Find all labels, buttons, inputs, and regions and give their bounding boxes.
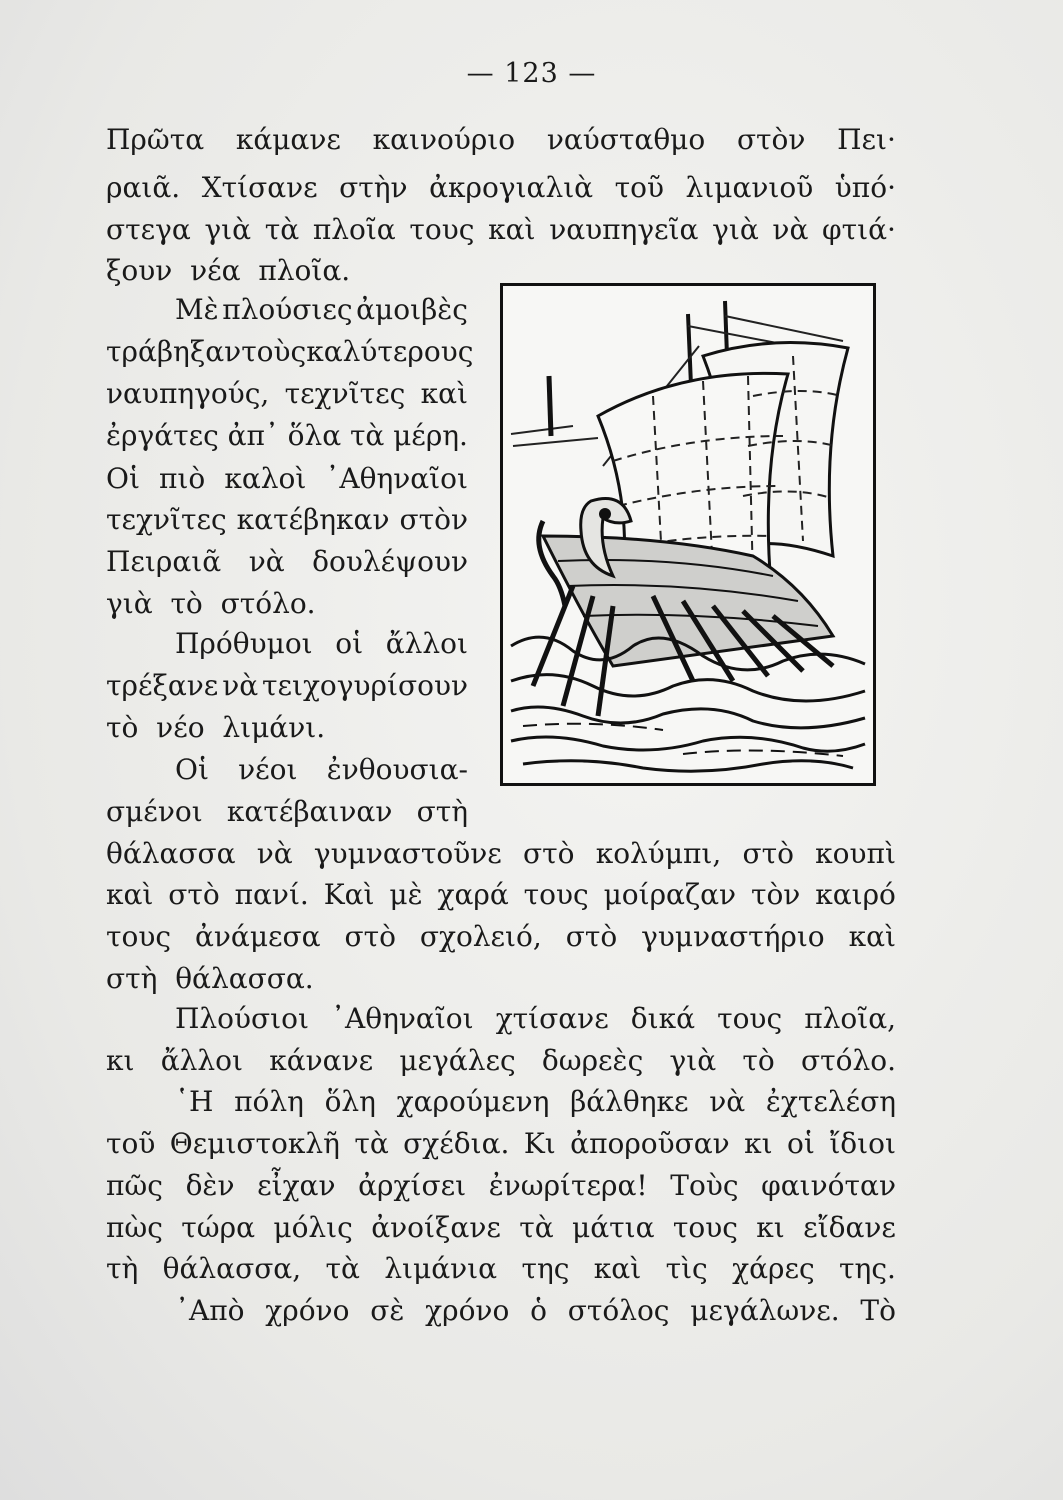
word: τὰ	[264, 213, 300, 246]
word: ᾽Απὸ	[175, 1294, 245, 1327]
word: Πρόθυμοι	[175, 627, 313, 660]
word: Πει·	[837, 123, 896, 156]
word: της.	[839, 1252, 896, 1285]
word: Τὸ	[860, 1294, 896, 1327]
word: Τοὺς	[670, 1169, 739, 1202]
word: τὰ	[325, 1252, 360, 1285]
word: οἱ	[335, 627, 364, 660]
text-line	[106, 1044, 896, 1077]
word: καιρό	[815, 878, 896, 911]
word: χρόνο	[425, 1294, 510, 1327]
word: της	[521, 1252, 570, 1285]
word: νὰ	[709, 1085, 746, 1118]
word: ὁ	[530, 1294, 547, 1327]
text-line	[106, 335, 474, 368]
text-line	[106, 962, 896, 995]
text-line	[175, 1002, 896, 1035]
word: Θεμιστοκλῆ	[169, 1127, 340, 1160]
word: καλοὶ	[224, 462, 307, 495]
text-line	[175, 1085, 896, 1118]
word: Μὲ	[175, 293, 219, 326]
word: χάρες	[732, 1252, 815, 1285]
word: Καὶ	[323, 878, 375, 911]
word: στὸ	[565, 920, 618, 953]
word: θάλασσα	[106, 837, 236, 870]
word: μεγάλωνε.	[690, 1294, 840, 1327]
word: χαρούμενη	[396, 1085, 550, 1118]
word: ἐνθουσια-	[326, 753, 468, 786]
word: νὰ	[248, 545, 285, 578]
word: Οἱ	[175, 753, 209, 786]
word: Κι	[523, 1127, 556, 1160]
word: τους	[717, 1002, 783, 1035]
word: κάμανε	[235, 123, 341, 156]
word: γιὰ	[204, 213, 252, 246]
word: τους	[672, 1211, 738, 1244]
word: καλύτερους	[306, 335, 474, 368]
text-line	[106, 545, 468, 578]
word: δουλέψουν	[312, 545, 468, 578]
text-line	[106, 171, 896, 204]
word: ἀπ᾽	[227, 419, 279, 452]
word: στὴ	[416, 795, 468, 828]
text-line	[106, 1252, 896, 1285]
word: λιμάνι.	[222, 711, 326, 744]
word: νέο	[156, 711, 205, 744]
word: γιὰ	[669, 1044, 717, 1077]
word: στὸ	[523, 837, 575, 870]
word: πλούσιες	[222, 293, 353, 326]
word: ναυπηγεῖα	[549, 213, 699, 246]
word: δωρεὲς	[541, 1044, 644, 1077]
word: ῾Η	[175, 1085, 214, 1118]
word: ᾽Αθηναῖοι	[325, 462, 468, 495]
text-line	[106, 503, 468, 536]
word: χρόνο	[265, 1294, 350, 1327]
text-line	[106, 462, 468, 495]
word: σχέδια.	[403, 1127, 510, 1160]
galley-drawing	[503, 286, 873, 783]
word: στόλο.	[220, 587, 316, 620]
word: σμένοι	[106, 795, 203, 828]
word: δὲν	[185, 1169, 235, 1202]
word: πιὸ	[159, 462, 206, 495]
word: πανί.	[234, 878, 309, 911]
word: κατέβαιναν	[226, 795, 393, 828]
word: πόλη	[234, 1085, 304, 1118]
word: κουπὶ	[815, 837, 896, 870]
word: μέρη.	[393, 419, 468, 452]
word: σὲ	[370, 1294, 405, 1327]
word: νέοι	[238, 753, 298, 786]
word: τους	[523, 878, 589, 911]
word: τὸ	[170, 587, 203, 620]
word: ὅλη	[324, 1085, 376, 1118]
word: καὶ	[420, 377, 468, 410]
word: τώρα	[181, 1211, 255, 1244]
word: χτίσανε	[495, 1002, 609, 1035]
word: τειχογυρίσουν	[261, 669, 468, 702]
word: στὸ	[168, 878, 220, 911]
word: τὸ	[106, 711, 139, 744]
word: εἴδανε	[803, 1211, 896, 1244]
word: θάλασσα,	[162, 1252, 302, 1285]
text-line	[106, 254, 896, 287]
word: πλοῖα	[312, 213, 396, 246]
word: νὰ	[256, 837, 293, 870]
word: Πλούσιοι	[175, 1002, 309, 1035]
word: τους	[409, 213, 475, 246]
word: δικά	[630, 1002, 696, 1035]
word: στὸ	[344, 920, 396, 953]
word: ναυπηγούς,	[106, 377, 270, 410]
word: ἀποροῦσαν	[570, 1127, 730, 1160]
word: μάτια	[572, 1211, 655, 1244]
text-line	[106, 669, 468, 702]
text-line	[106, 1127, 896, 1160]
word: λιμανιοῦ	[685, 171, 814, 204]
word: φτιά·	[822, 213, 896, 246]
word: σχολειό,	[419, 920, 542, 953]
word: μόλις	[273, 1211, 353, 1244]
word: ραιᾶ.	[106, 171, 181, 204]
text-line	[106, 1211, 896, 1244]
word: τους	[106, 920, 172, 953]
word: στὴ	[106, 962, 158, 995]
word: ἐχτελέση	[765, 1085, 896, 1118]
text-line	[106, 213, 896, 246]
word: τὸ	[742, 1044, 775, 1077]
text-line	[106, 587, 468, 620]
text-line	[106, 711, 468, 744]
word: ὅλα	[287, 419, 342, 452]
word: τεχνῖτες	[106, 503, 227, 536]
word: τὰ	[519, 1211, 554, 1244]
word: κατέβηκαν	[236, 503, 390, 536]
word: κι	[106, 1044, 135, 1077]
word: νὰ	[772, 213, 809, 246]
word: στόλος	[567, 1294, 670, 1327]
horizon-line	[511, 426, 598, 446]
word: γιὰ	[712, 213, 759, 246]
word: κι	[756, 1211, 785, 1244]
word: πῶς	[106, 1169, 163, 1202]
word: ἀνοίξανε	[371, 1211, 501, 1244]
text-line	[106, 377, 468, 410]
word: εἶχαν	[257, 1169, 336, 1202]
word: Χτίσανε	[201, 171, 318, 204]
word: γιὰ	[106, 587, 153, 620]
word: Πειραιᾶ	[106, 545, 222, 578]
word: κάνανε	[269, 1044, 374, 1077]
word: ᾽Αθηναῖοι	[331, 1002, 474, 1035]
word: Οἱ	[106, 462, 140, 495]
text-line	[106, 419, 468, 452]
word: στεγα	[106, 213, 191, 246]
text-line	[106, 1169, 896, 1202]
word: καὶ	[488, 213, 536, 246]
word: τοὺς	[241, 335, 307, 368]
word: καὶ	[593, 1252, 642, 1285]
word: τράβηξαν	[106, 335, 242, 368]
word: νὰ	[222, 669, 259, 702]
word: πλοῖα.	[258, 254, 351, 287]
word: τὰ	[354, 1127, 389, 1160]
ship-illustration	[500, 283, 876, 786]
word: ξουν	[106, 254, 173, 287]
word: γυμναστήριο	[641, 920, 825, 953]
text-line	[106, 123, 896, 156]
word: γυμναστοῦνε	[313, 837, 502, 870]
word: μοίραζαν	[603, 878, 737, 911]
text-line	[175, 627, 468, 660]
word: τὰ	[349, 419, 385, 452]
word: ἄλλοι	[385, 627, 468, 660]
word: στὸν	[399, 503, 468, 536]
text-line	[106, 795, 468, 828]
word: ἀκρογιαλιὰ	[429, 171, 594, 204]
word: τὶς	[665, 1252, 708, 1285]
word: βάλθηκε	[570, 1085, 689, 1118]
word: πὼς	[106, 1211, 163, 1244]
word: στὸ	[742, 837, 794, 870]
word: μὲ	[389, 878, 423, 911]
word: καὶ	[106, 878, 154, 911]
word: ναύσταθμο	[546, 123, 706, 156]
word: ἴδιοι	[829, 1127, 896, 1160]
word: καινούριο	[372, 123, 516, 156]
word: ἄλλοι	[160, 1044, 243, 1077]
word: ὑπό·	[834, 171, 896, 204]
text-line	[106, 837, 896, 870]
word: ἀνάμεσα	[194, 920, 321, 953]
text-line	[106, 920, 896, 953]
word: καὶ	[848, 920, 896, 953]
word: τοῦ	[614, 171, 664, 204]
word: Πρῶτα	[106, 123, 205, 156]
word: ἀμοιβὲς	[356, 293, 468, 326]
text-line	[175, 753, 468, 786]
word: φαινόταν	[761, 1169, 896, 1202]
word: στὸν	[736, 123, 806, 156]
word: τεχνῖτες	[284, 377, 406, 410]
page-number: — 123 —	[466, 58, 597, 89]
text-line	[175, 293, 468, 326]
word: χαρά	[437, 878, 509, 911]
word: κι	[744, 1127, 773, 1160]
word: λιμάνια	[384, 1252, 498, 1285]
word: θάλασσα.	[175, 962, 314, 995]
word: τοῦ	[106, 1127, 156, 1160]
word: νέα	[190, 254, 241, 287]
text-line	[175, 1294, 896, 1327]
prow-eye	[599, 508, 611, 520]
word: στὴν	[339, 171, 408, 204]
word: μεγάλες	[399, 1044, 516, 1077]
word: κολύμπι,	[595, 837, 722, 870]
word: στόλο.	[801, 1044, 896, 1077]
word: τὴ	[106, 1252, 139, 1285]
word: οἱ	[787, 1127, 815, 1160]
word: πλοῖα,	[804, 1002, 896, 1035]
word: τὸν	[750, 878, 801, 911]
word: τρέξανε	[106, 669, 219, 702]
word: ἀρχίσει	[358, 1169, 467, 1202]
text-line	[106, 878, 896, 911]
word: ἐνωρίτερα!	[488, 1169, 648, 1202]
word: ἐργάτες	[106, 419, 219, 452]
shore-pole	[549, 376, 551, 436]
